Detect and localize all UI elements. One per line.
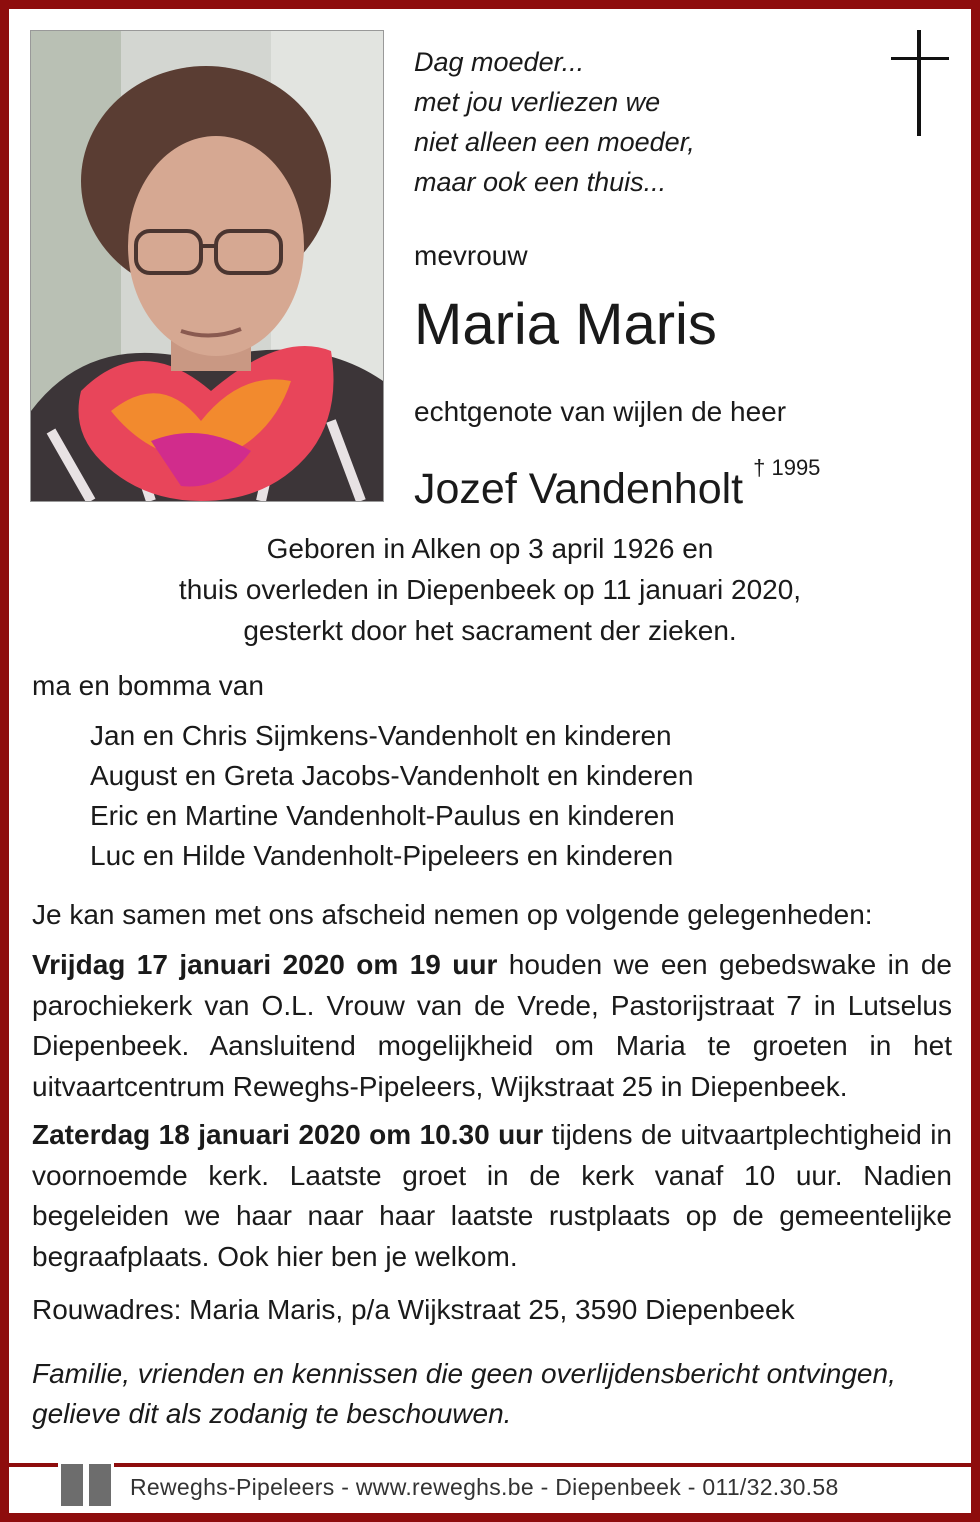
family-member: August en Greta Jacobs-Vandenholt en kinderen xyxy=(90,760,694,791)
verse-line: met jou verliezen we xyxy=(414,87,661,117)
family-intro: ma en bomma van xyxy=(32,670,264,701)
funeral-home-logo-icon xyxy=(58,1458,114,1511)
funeral-datetime: Zaterdag 18 januari 2020 om 10.30 uur xyxy=(32,1119,544,1150)
birth-line: Geboren in Alken op 3 april 1926 en xyxy=(266,533,714,564)
spouse-intro: echtgenote van wijlen de heer xyxy=(414,396,787,427)
verse-line: maar ook een thuis... xyxy=(414,167,667,197)
spouse-death-year: † 1995 xyxy=(753,455,821,480)
verse-line: Dag moeder... xyxy=(414,47,585,77)
portrait-photo xyxy=(30,30,384,502)
footer-contact: Reweghs-Pipeleers - www.reweghs.be - Diepenbeek - 011/32.30.58 xyxy=(130,1474,839,1500)
closing-note xyxy=(32,1354,896,1434)
memorial-verse xyxy=(414,42,695,202)
mourning-address: Rouwadres: Maria Maris, p/a Wijkstraat 25, 3590 Diepenbeek xyxy=(32,1294,795,1325)
footer-rule xyxy=(9,1463,971,1467)
birth-line: thuis overleden in Diepenbeek op 11 januari 2020, xyxy=(178,574,802,605)
honorific: mevrouw xyxy=(414,240,528,271)
family-list xyxy=(90,716,693,876)
deceased-name: Maria Maris xyxy=(414,292,717,357)
funeral-text: tijdens de uitvaartplechtigheid in voornoemde kerk. Laatste groet in de kerk vanaf 10 uur. Nadien begeleiden we haar naar haar laatste rustplaats op de gemeentelijke begraafplaats. Ook hier ben je welkom. xyxy=(32,1119,952,1272)
birth-death-details xyxy=(0,528,980,651)
funeral-paragraph xyxy=(32,1115,952,1277)
family-member: Luc en Hilde Vandenholt-Pipeleers en kinderen xyxy=(90,840,674,871)
birth-line: gesterkt door het sacrament der zieken. xyxy=(243,615,737,646)
cross-icon xyxy=(888,30,952,143)
spouse-line xyxy=(414,440,820,517)
verse-line: niet alleen een moeder, xyxy=(414,127,695,157)
spouse-name: Jozef Vandenholt xyxy=(414,465,744,513)
closing-line: Familie, vrienden en kennissen die geen overlijdensbericht ontvingen, xyxy=(32,1358,896,1389)
family-member: Jan en Chris Sijmkens-Vandenholt en kinderen xyxy=(90,720,672,751)
vigil-paragraph xyxy=(32,945,952,1107)
vigil-text: houden we een gebedswake in de parochiekerk van O.L. Vrouw van de Vrede, Pastorijstraat 7 in Lutselus Diepenbeek. Aansluitend mogelijkheid om Maria te groeten in het uitvaartcentrum Reweghs-Pipeleers, Wijkstraat 25 in Diepenbeek. xyxy=(32,949,952,1102)
occasions-intro: Je kan samen met ons afscheid nemen op volgende gelegenheden: xyxy=(32,899,873,930)
vigil-datetime: Vrijdag 17 januari 2020 om 19 uur xyxy=(32,949,498,980)
closing-line: gelieve dit als zodanig te beschouwen. xyxy=(32,1398,512,1429)
family-member: Eric en Martine Vandenholt-Paulus en kinderen xyxy=(90,800,675,831)
